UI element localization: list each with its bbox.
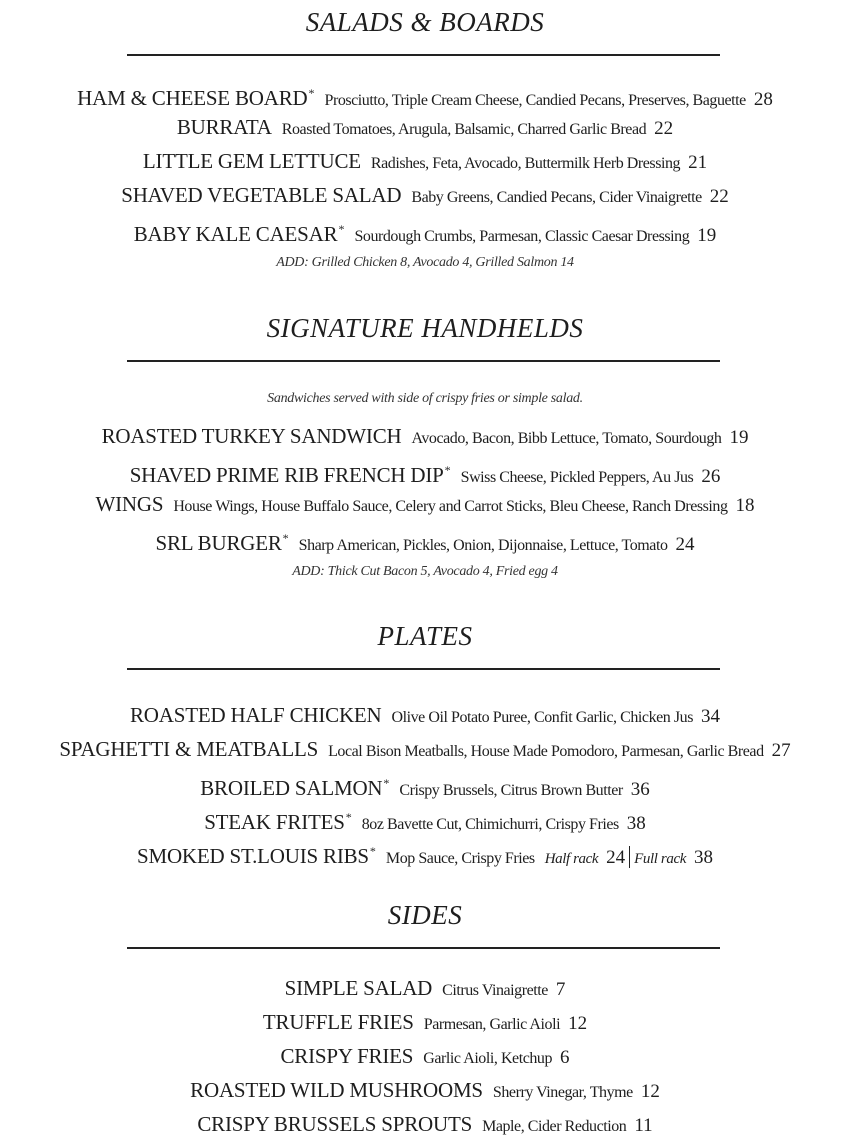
item-description: Garlic Aioli, Ketchup	[423, 1050, 553, 1067]
item-description: Sherry Vinegar, Thyme	[492, 1084, 633, 1101]
item-price: 12	[640, 1081, 660, 1102]
item-description: Prosciutto, Triple Cream Cheese, Candied Pecans, Preserves, Baguette	[324, 92, 746, 109]
item-name: BROILED SALMON	[200, 776, 383, 800]
menu-item	[0, 1039, 850, 1073]
menu-item	[0, 419, 850, 453]
item-price: 6	[560, 1047, 570, 1068]
item-name: TRUFFLE FRIES	[262, 1010, 414, 1034]
item-description: Parmesan, Garlic Aioli	[423, 1016, 561, 1033]
item-description: Baby Greens, Candied Pecans, Cider Vinaigrette	[411, 189, 702, 206]
menu-item	[0, 178, 850, 212]
raw-notice-mark: *	[308, 86, 315, 100]
divider	[127, 54, 720, 56]
item-price: 19	[729, 427, 749, 448]
menu-item	[0, 76, 850, 110]
section-heading: SIDES	[387, 900, 463, 930]
item-name: WINGS	[95, 492, 164, 516]
item-price: 27	[771, 740, 791, 761]
item-description: Olive Oil Potato Puree, Confit Garlic, Chicken Jus	[391, 709, 693, 726]
divider	[127, 668, 720, 670]
sides-note: Sandwiches served with side of crispy fries or simple salad.	[267, 391, 583, 406]
divider	[127, 947, 720, 949]
item-name: HAM & CHEESE BOARD	[77, 86, 308, 110]
section-heading: PLATES	[377, 621, 473, 651]
item-price: 24	[675, 534, 695, 555]
item-description: Local Bison Meatballs, House Made Pomodoro, Parmesan, Garlic Bread	[328, 743, 764, 760]
raw-notice-mark: *	[345, 810, 352, 824]
menu-item-ribs	[0, 834, 850, 868]
half-rack-label: Half rack	[544, 851, 599, 867]
item-description: Crispy Brussels, Citrus Brown Butter	[399, 782, 623, 799]
item-name: ROASTED HALF CHICKEN	[130, 703, 382, 727]
item-price: 38	[626, 813, 646, 834]
item-description: Maple, Cider Reduction	[482, 1118, 627, 1135]
item-name: SHAVED PRIME RIB FRENCH DIP	[129, 463, 444, 487]
menu-item	[0, 1107, 850, 1141]
item-price: 12	[568, 1013, 588, 1034]
item-description: House Wings, House Buffalo Sauce, Celery and Carrot Sticks, Bleu Cheese, Ranch Dressing	[173, 498, 728, 515]
price-separator	[629, 846, 630, 868]
item-name: CRISPY FRIES	[280, 1044, 414, 1068]
item-name: ROASTED WILD MUSHROOMS	[190, 1078, 483, 1102]
raw-notice-mark: *	[282, 531, 289, 545]
item-description: Mop Sauce, Crispy Fries	[385, 850, 535, 867]
raw-notice-mark: *	[444, 463, 451, 477]
item-price: 11	[634, 1115, 653, 1136]
raw-notice-mark: *	[338, 222, 345, 236]
item-price: 26	[701, 466, 721, 487]
menu-item	[0, 1005, 850, 1039]
full-rack-price: 38	[693, 847, 713, 868]
item-name: SIMPLE SALAD	[284, 976, 433, 1000]
item-description: Radishes, Feta, Avocado, Buttermilk Herb Dressing	[370, 155, 681, 172]
menu-item	[0, 487, 850, 521]
section-heading: SALADS & BOARDS	[305, 7, 545, 37]
item-description: Citrus Vinaigrette	[442, 982, 548, 999]
menu-list	[0, 76, 850, 280]
menu-item	[0, 521, 850, 555]
item-name: STEAK FRITES	[204, 810, 345, 834]
item-name: LITTLE GEM LETTUCE	[142, 149, 361, 173]
raw-notice-mark: *	[369, 844, 376, 858]
item-name: SPAGHETTI & MEATBALLS	[59, 737, 319, 761]
item-price: 7	[555, 979, 566, 1000]
item-price: 21	[688, 152, 708, 173]
menu-item	[0, 1073, 850, 1107]
menu-list	[0, 971, 850, 1141]
menu-item	[0, 144, 850, 178]
item-name: SMOKED ST.LOUIS RIBS	[137, 844, 369, 868]
half-rack-price: 24	[606, 847, 626, 868]
menu-item	[0, 732, 850, 766]
item-name: SHAVED VEGETABLE SALAD	[121, 183, 402, 207]
item-price: 28	[753, 89, 773, 110]
section-heading: SIGNATURE HANDHELDS	[266, 313, 584, 343]
menu-item	[0, 800, 850, 834]
item-name: BABY KALE CAESAR	[133, 222, 338, 246]
item-name: ROASTED TURKEY SANDWICH	[101, 424, 402, 448]
item-price: 18	[735, 495, 755, 516]
item-price: 34	[700, 706, 720, 727]
item-description: 8oz Bavette Cut, Chimichurri, Crispy Fries	[361, 816, 619, 833]
menu-item	[0, 971, 850, 1005]
item-description: Swiss Cheese, Pickled Peppers, Au Jus	[460, 469, 694, 486]
menu-item	[0, 110, 850, 144]
add-ons-note: ADD: Thick Cut Bacon 5, Avocado 4, Fried egg 4	[292, 564, 558, 579]
item-name: BURRATA	[176, 115, 272, 139]
full-rack-label: Full rack	[634, 851, 686, 867]
item-price: 22	[654, 118, 674, 139]
item-name: CRISPY BRUSSELS SPROUTS	[197, 1112, 473, 1136]
item-description: Sharp American, Pickles, Onion, Dijonnaise, Lettuce, Tomato	[298, 537, 668, 554]
menu-item	[0, 453, 850, 487]
divider	[127, 360, 720, 362]
item-price: 36	[630, 779, 650, 800]
item-description: Avocado, Bacon, Bibb Lettuce, Tomato, Sourdough	[411, 430, 722, 447]
menu-item	[0, 212, 850, 246]
item-description: Roasted Tomatoes, Arugula, Balsamic, Charred Garlic Bread	[281, 121, 647, 138]
menu-item	[0, 766, 850, 800]
raw-notice-mark: *	[383, 776, 390, 790]
add-ons-note: ADD: Grilled Chicken 8, Avocado 4, Grilled Salmon 14	[276, 255, 574, 270]
menu-list	[0, 698, 850, 868]
menu-item	[0, 698, 850, 732]
menu-list	[0, 382, 850, 589]
item-price: 19	[697, 225, 717, 246]
item-name: SRL BURGER	[155, 531, 282, 555]
item-price: 22	[709, 186, 729, 207]
item-description: Sourdough Crumbs, Parmesan, Classic Caesar Dressing	[354, 228, 690, 245]
